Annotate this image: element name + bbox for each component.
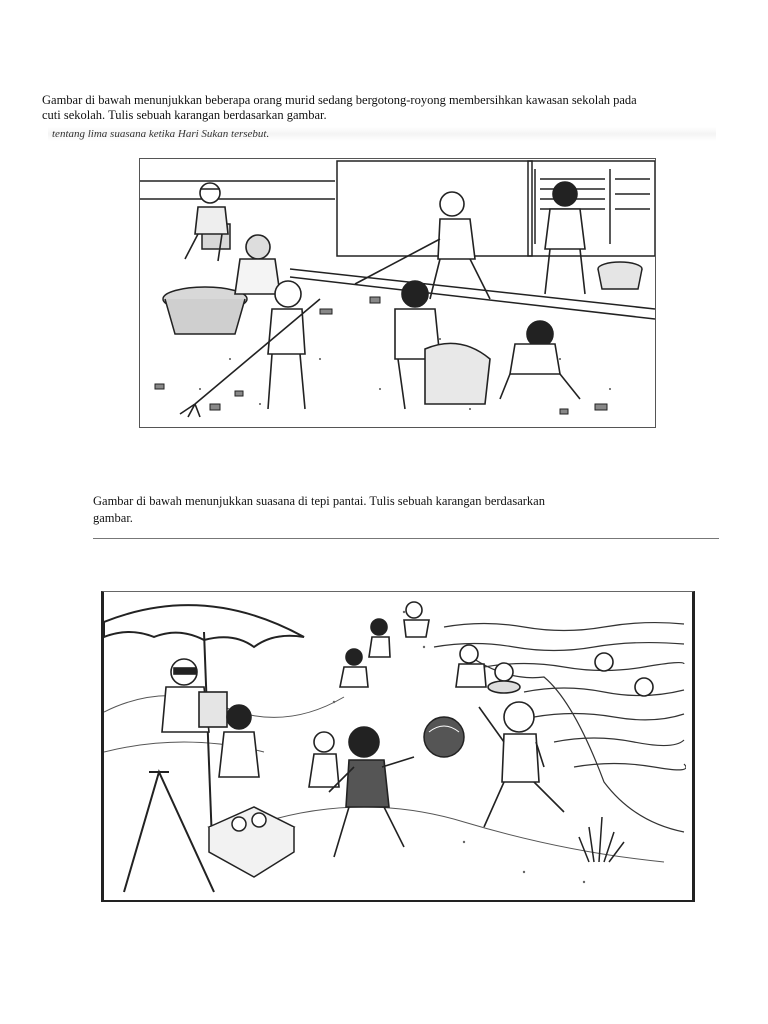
instruction-line: Gambar di bawah menunjukkan beberapa orang murid sedang bergotong-royong membersihkan kawasan sekolah pada — [42, 93, 637, 107]
horizontal-rule — [93, 538, 719, 539]
instruction-line: gambar. — [93, 511, 133, 525]
instruction-line: Gambar di bawah menunjukkan suasana di tepi pantai. Tulis sebuah karangan berdasarkan — [93, 494, 545, 508]
beach-tent — [124, 772, 214, 892]
instruction-paragraph-beach — [93, 493, 693, 527]
school-cleanup-illustration — [139, 158, 656, 428]
beach-ball — [424, 717, 464, 757]
instruction-paragraph-cleanup — [42, 93, 732, 123]
scanned-caption: tentang lima suasana ketika Hari Sukan tersebut. — [52, 128, 270, 140]
instruction-line: cuti sekolah. Tulis sebuah karangan berdasarkan gambar. — [42, 108, 327, 122]
beach-scene-illustration — [101, 591, 695, 902]
grass-tuft — [579, 817, 624, 862]
